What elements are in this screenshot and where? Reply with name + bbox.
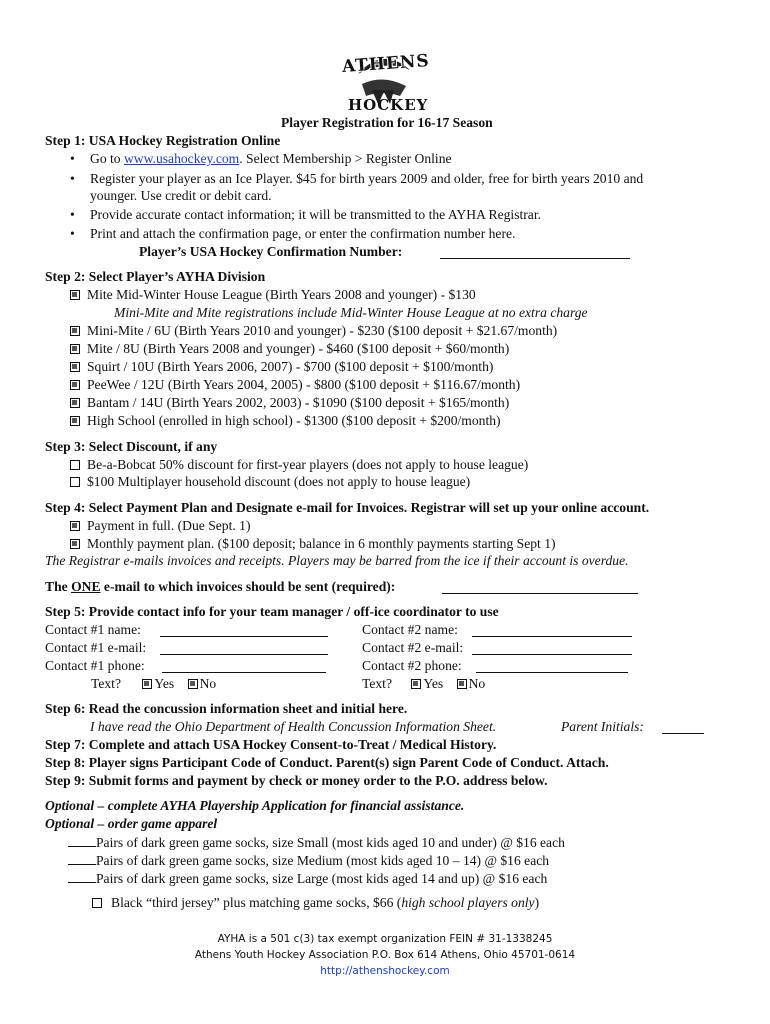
contact1-name-label: Contact #1 name:: [45, 622, 141, 637]
discount-option-multiplayer[interactable]: $100 Multiplayer household discount (does not apply to house league): [70, 473, 470, 490]
parent-initials-label: Parent Initials:: [561, 719, 644, 734]
jersey-option[interactable]: Black “third jersey” plus matching game socks, $66 (high school players only): [92, 894, 539, 911]
checkbox[interactable]: [70, 477, 80, 487]
step1-bullet-4: Print and attach the confirmation page, or enter the confirmation number here.: [90, 226, 516, 241]
step6-heading: Step 6: Read the concussion information sheet and initial here.: [45, 701, 408, 716]
step4-note: The Registrar e-mails invoices and receipts. Players may be barred from the ice if their account is overdue.: [45, 553, 629, 568]
division-option-squirt[interactable]: Squirt / 10U (Birth Years 2006, 2007) - $700 ($100 deposit + $100/month): [70, 358, 493, 375]
step4-heading: Step 4: Select Payment Plan and Designate e-mail for Invoices. Registrar will set up your online account.: [45, 500, 650, 515]
step1-bullet-2a: Register your player as an Ice Player. $45 for birth years 2009 and older, free for birth years 2010 and: [90, 171, 644, 186]
discount-option-bobcat[interactable]: Be-a-Bobcat 50% discount for first-year players (does not apply to house league): [70, 456, 528, 473]
contact2-text-choice: Text? Yes No: [362, 676, 486, 691]
bullet: •: [70, 151, 75, 166]
division-option-bantam[interactable]: Bantam / 14U (Birth Years 2002, 2003) - $1090 ($100 deposit + $165/month): [70, 394, 509, 411]
contact2-phone-field[interactable]: [476, 671, 628, 673]
socks-small-qty-field[interactable]: [68, 833, 96, 847]
division-option-mid-winter[interactable]: Mite Mid-Winter House League (Birth Years 2008 and younger) - $130: [70, 286, 476, 303]
contact2-name-label: Contact #2 name:: [362, 622, 458, 637]
contact2-email-field[interactable]: [472, 653, 632, 655]
optional-game-apparel: Optional – order game apparel: [45, 816, 218, 831]
step5-heading: Step 5: Provide contact info for your team manager / off-ice coordinator to use: [45, 604, 499, 619]
optional-financial-assistance: Optional – complete AYHA Playership Application for financial assistance.: [45, 798, 465, 813]
division-note: Mini-Mite and Mite registrations include Mid-Winter House League at no extra charge: [114, 305, 588, 320]
usahockey-link[interactable]: www.usahockey.com: [123, 151, 240, 166]
checkbox[interactable]: [70, 380, 80, 390]
step3-heading: Step 3: Select Discount, if any: [45, 439, 218, 454]
socks-small-line: Pairs of dark green game socks, size Small (most kids aged 10 and under) @ $16 each: [68, 833, 565, 851]
contact1-text-no-checkbox[interactable]: [188, 679, 198, 689]
concussion-statement: I have read the Ohio Department of Health Concussion Information Sheet.: [90, 719, 497, 734]
contact1-email-field[interactable]: [160, 653, 328, 655]
confirmation-number-field[interactable]: [440, 257, 630, 259]
contact1-phone-label: Contact #1 phone:: [45, 658, 145, 673]
payment-option-monthly[interactable]: Monthly payment plan. ($100 deposit; balance in 6 monthly payments starting Sept 1): [70, 535, 556, 552]
checkbox[interactable]: [70, 398, 80, 408]
socks-medium-line: Pairs of dark green game socks, size Medium (most kids aged 10 – 14) @ $16 each: [68, 851, 549, 869]
contact1-text-choice: Text? Yes No: [91, 676, 217, 691]
invoice-email-field[interactable]: [442, 592, 638, 594]
contact1-phone-field[interactable]: [162, 671, 326, 673]
contact2-phone-label: Contact #2 phone:: [362, 658, 462, 673]
checkbox[interactable]: [70, 460, 80, 470]
bullet: •: [70, 171, 75, 186]
contact1-text-yes-checkbox[interactable]: [142, 679, 152, 689]
page-title: Player Registration for 16-17 Season: [281, 115, 493, 130]
step1-heading: Step 1: USA Hockey Registration Online: [45, 133, 281, 148]
socks-medium-qty-field[interactable]: [68, 851, 96, 865]
checkbox[interactable]: [70, 539, 80, 549]
socks-large-line: Pairs of dark green game socks, size Large (most kids aged 14 and up) @ $16 each: [68, 869, 547, 887]
contact1-email-label: Contact #1 e-mail:: [45, 640, 147, 655]
athens-hockey-logo: [328, 44, 438, 116]
confirmation-number-label: Player’s USA Hockey Confirmation Number:: [139, 244, 403, 259]
contact2-email-label: Contact #2 e-mail:: [362, 640, 464, 655]
bullet: •: [70, 207, 75, 222]
logo-text-hockey: HOCKEY: [348, 96, 429, 114]
checkbox[interactable]: [70, 344, 80, 354]
checkbox[interactable]: [70, 521, 80, 531]
contact2-text-no-checkbox[interactable]: [457, 679, 467, 689]
division-option-peewee[interactable]: PeeWee / 12U (Birth Years 2004, 2005) - $800 ($100 deposit + $116.67/month): [70, 376, 520, 393]
footer-line-2: Athens Youth Hockey Association P.O. Box 614 Athens, Ohio 45701-0614: [194, 949, 576, 961]
contact1-name-field[interactable]: [160, 635, 328, 637]
checkbox[interactable]: [70, 326, 80, 336]
checkbox[interactable]: [70, 290, 80, 300]
athenshockey-link[interactable]: http://athenshockey.com: [320, 965, 450, 977]
contact2-name-field[interactable]: [472, 635, 632, 637]
division-option-mini-mite[interactable]: Mini-Mite / 6U (Birth Years 2010 and younger) - $230 ($100 deposit + $21.67/month): [70, 322, 557, 339]
invoice-email-label: The ONE e-mail to which invoices should be sent (required):: [45, 579, 396, 594]
checkbox[interactable]: [92, 898, 102, 908]
division-option-high-school[interactable]: High School (enrolled in high school) - $1300 ($100 deposit + $200/month): [70, 412, 501, 429]
step8-heading: Step 8: Player signs Participant Code of Conduct. Parent(s) sign Parent Code of Conduct. Attach.: [45, 755, 609, 770]
step2-heading: Step 2: Select Player’s AYHA Division: [45, 269, 266, 284]
step1-bullet-3: Provide accurate contact information; it will be transmitted to the AYHA Registrar.: [90, 207, 542, 222]
checkbox[interactable]: [70, 362, 80, 372]
bullet: •: [70, 226, 75, 241]
contact2-text-yes-checkbox[interactable]: [411, 679, 421, 689]
footer-link-line: [0, 963, 770, 979]
checkbox[interactable]: [70, 416, 80, 426]
payment-option-full[interactable]: Payment in full. (Due Sept. 1): [70, 517, 250, 534]
footer-line-1: AYHA is a 501 c(3) tax exempt organization FEIN # 31-1338245: [217, 933, 553, 945]
logo-text-athens: ATHENS: [341, 50, 431, 78]
parent-initials-field[interactable]: [662, 732, 704, 734]
step7-heading: Step 7: Complete and attach USA Hockey Consent-to-Treat / Medical History.: [45, 737, 497, 752]
socks-large-qty-field[interactable]: [68, 869, 96, 883]
step1-bullet-1: Go to www.usahockey.com. Select Membership > Register Online: [90, 151, 452, 166]
division-option-mite[interactable]: Mite / 8U (Birth Years 2008 and younger) - $460 ($100 deposit + $60/month): [70, 340, 509, 357]
step1-bullet-2b: younger. Use credit or debit card.: [90, 188, 272, 203]
step9-heading: Step 9: Submit forms and payment by check or money order to the P.O. address below.: [45, 773, 548, 788]
